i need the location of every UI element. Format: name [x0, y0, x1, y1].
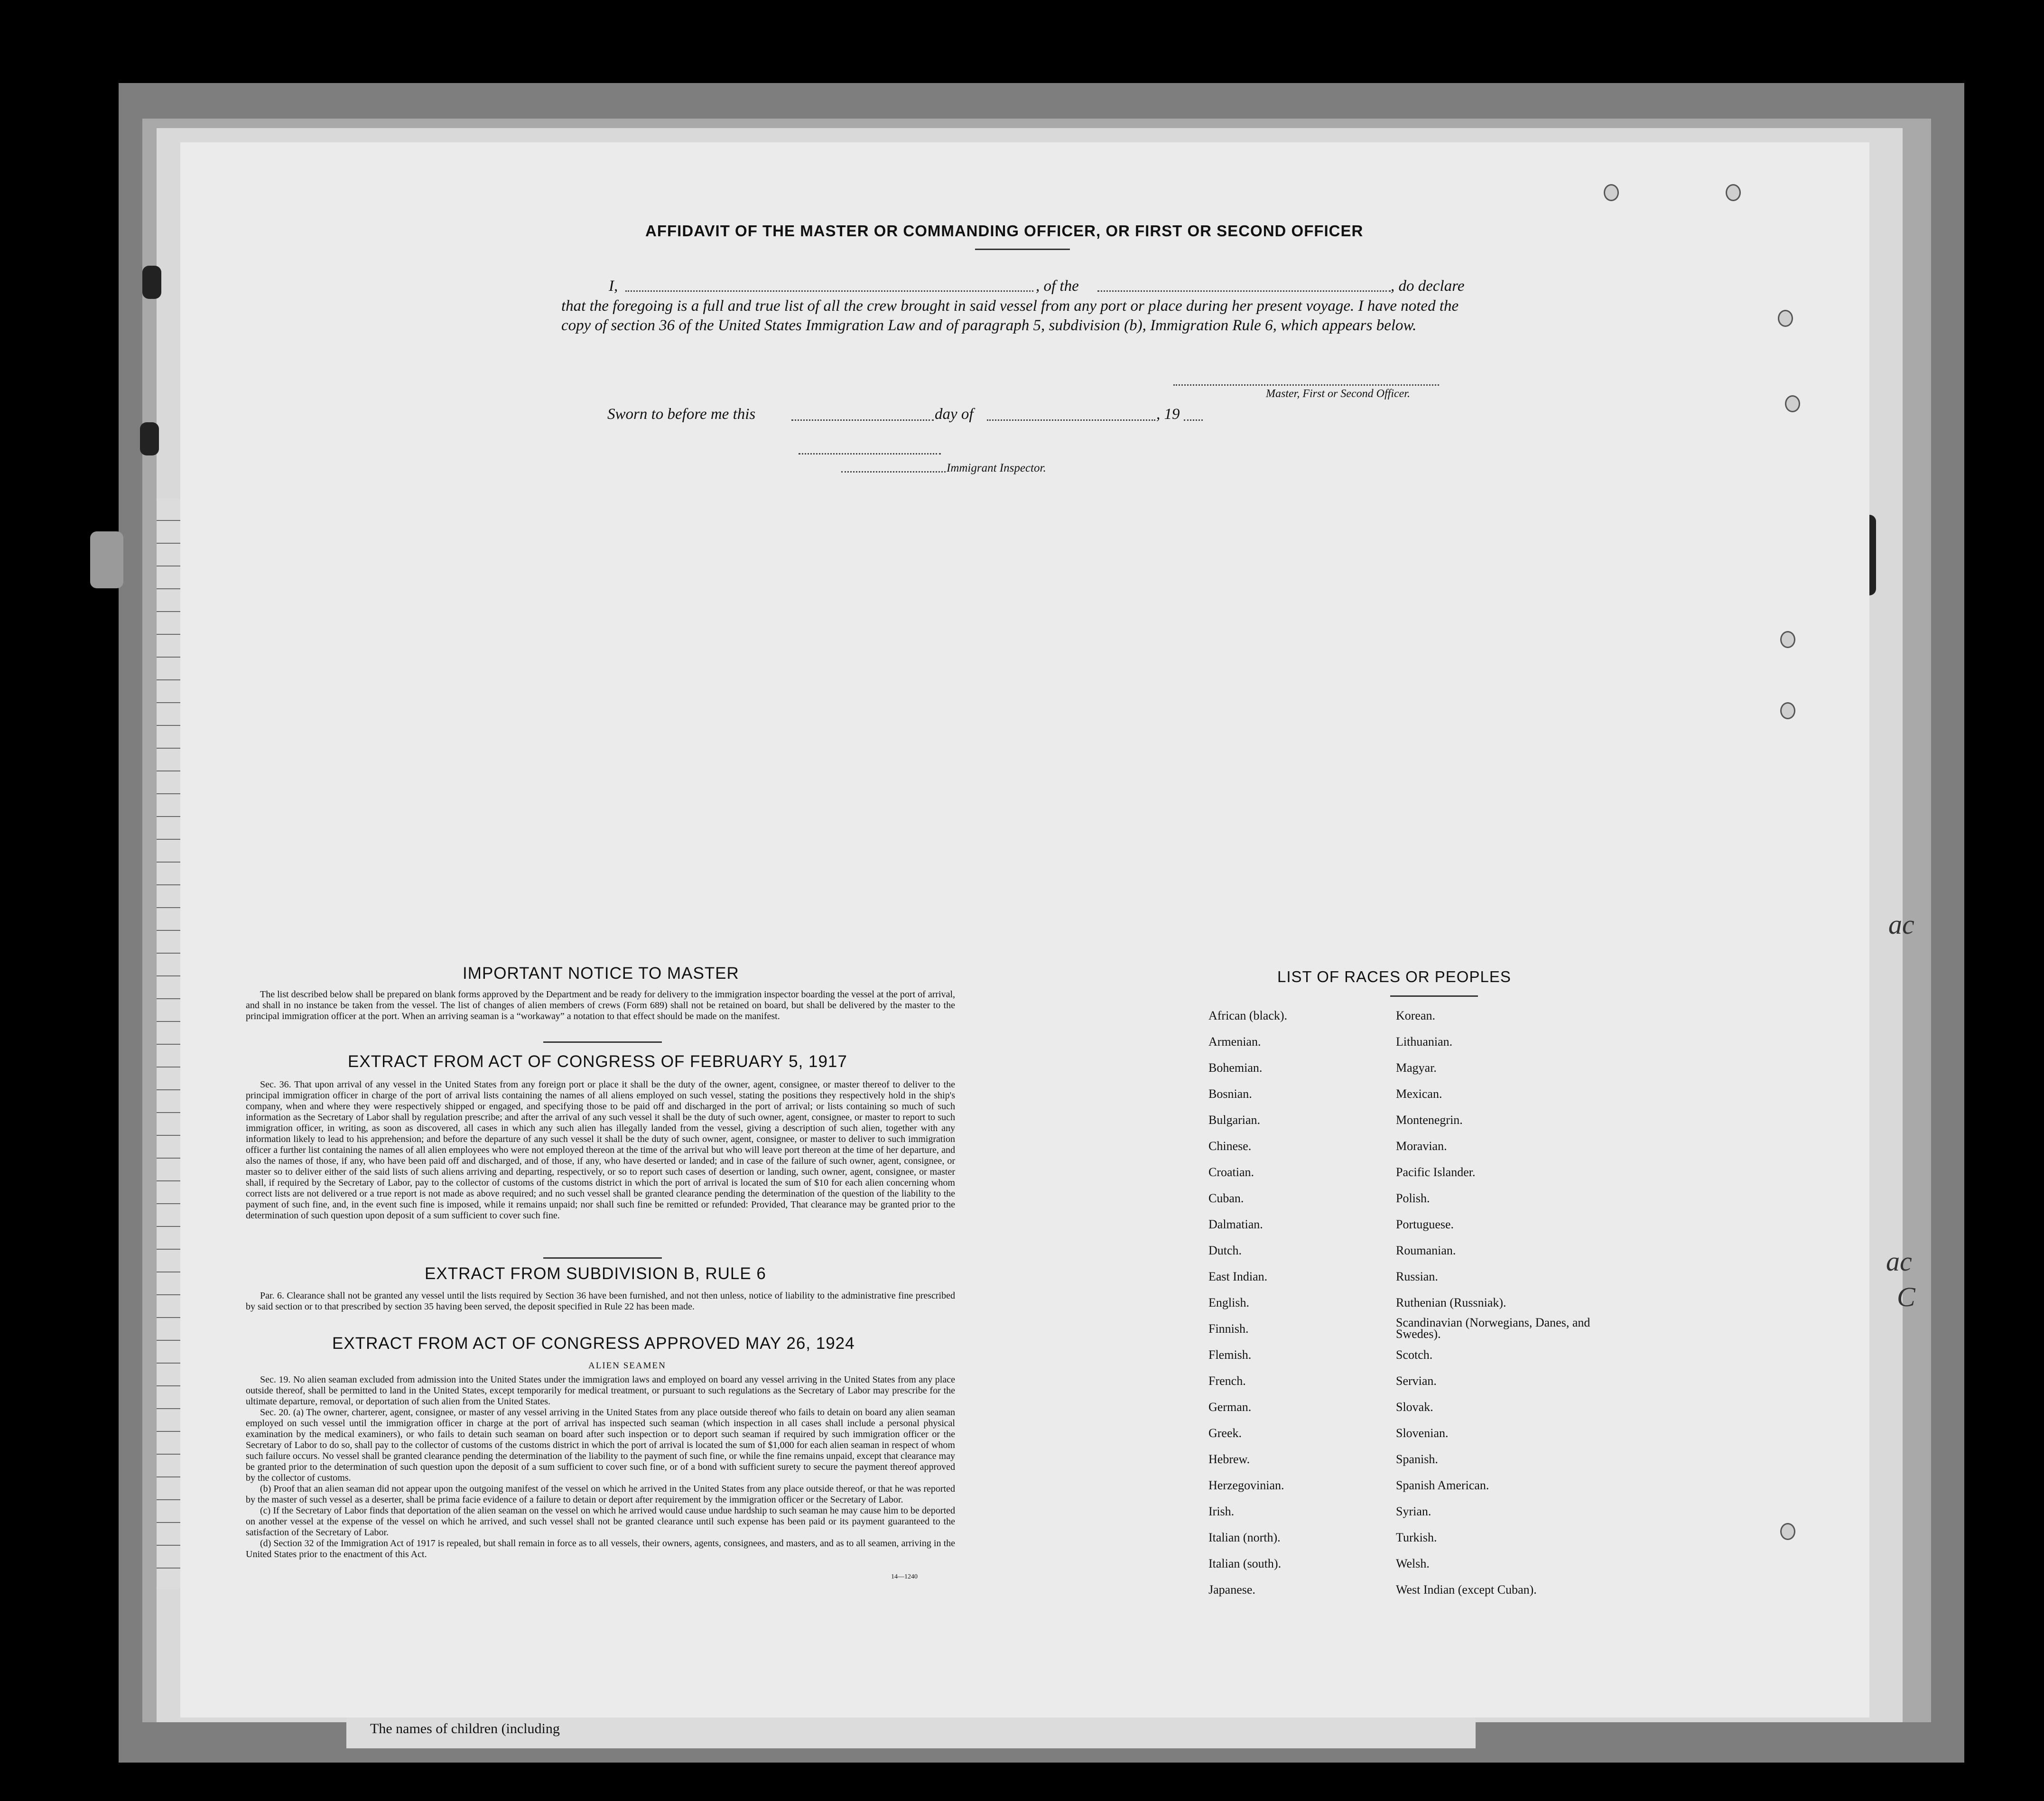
section-divider — [543, 1041, 662, 1043]
sec20a-text: Sec. 20. (a) The owner, charterer, agent, consignee, or master of any vessel arriving in the United States from any place outside thereof who fails to detain on board any alien seaman employed on such vessel until the immigration officer in charge at the port of arrival has inspected such seaman (which inspection in all cases shall include a personal physical examination by the medical examiners), or who fails to detain such seaman on board after such inspection or to deport such seaman if required by such immigration officer or the Secretary of Labor to do so, shall pay to the collector of customs of the customs district in which the port of arrival is located the sum of $1,000 for each alien seaman in respect of whom such failure occurs. No vessel shall be granted clearance pending the determination of the liability to the payment of such fine, or while the fine remains unpaid, except that clearance may be granted prior to the determination of such question upon the deposit of a sum sufficient to cover such fine, or of a bond with sufficient surety to secure the payment thereof approved by the collector of customs. — [246, 1407, 955, 1483]
race-right: Spanish American. — [1396, 1478, 1489, 1492]
extract-1924-title: EXTRACT FROM ACT OF CONGRESS APPROVED MAY 26, 1924 — [332, 1334, 855, 1353]
race-left: French. — [1208, 1374, 1246, 1388]
alien-seamen-subtitle: ALIEN SEAMEN — [588, 1361, 666, 1371]
notice-text: The list described below shall be prepared on blank forms approved by the Department and be ready for delivery to the immigration inspector boarding the vessel at the port of arrival, and shall in no instance be taken from the vessel. The list of changes of alien members of crews (Form 689) shall not be retained on board, but shall be delivered by the master to the principal immigration officer at the port. When an arriving seaman is a “workaway” a notation to that effect should be made on the manifest. — [246, 989, 955, 1021]
affidavit-title: AFFIDAVIT OF THE MASTER OR COMMANDING OFFICER, OR FIRST OR SECOND OFFICER — [645, 222, 1364, 240]
race-left: Herzegovinian. — [1208, 1478, 1284, 1492]
race-left: African (black). — [1208, 1009, 1288, 1022]
race-right: Ruthenian (Russniak). — [1396, 1296, 1506, 1309]
race-right: Magyar. — [1396, 1061, 1437, 1075]
race-left: Greek. — [1208, 1426, 1242, 1440]
race-right: Slovak. — [1396, 1400, 1433, 1414]
sworn-year-blank[interactable] — [1184, 419, 1203, 421]
sec20d-text: (d) Section 32 of the Immigration Act of 1917 is repealed, but shall remain in force as to all vessels, their owners, agents, consignees, and masters, and as to all seamen, arriving in the United States prior to the enactment of this Act. — [246, 1538, 955, 1560]
sworn-year: , 19 — [1156, 406, 1180, 423]
race-right: Roumanian. — [1396, 1244, 1456, 1257]
race-left: Croatian. — [1208, 1165, 1254, 1179]
race-right: Spanish. — [1396, 1452, 1438, 1466]
punch-hole-icon — [1778, 310, 1793, 327]
notice-title: IMPORTANT NOTICE TO MASTER — [463, 964, 739, 983]
sworn-day-blank[interactable] — [791, 419, 934, 421]
master-signature-label: Master, First or Second Officer. — [1266, 388, 1410, 400]
punch-hole-icon — [1604, 184, 1619, 201]
extract-rule6-text: Par. 6. Clearance shall not be granted any vessel until the lists required by Section 36 have been furnished, and not then unless, notice of liability to the administrative fine prescribed by said section or to that prescribed by section 35 having been served, the deposit specified in Rule 22 has been made. — [246, 1290, 955, 1312]
inspector-signature-blank[interactable] — [799, 453, 941, 455]
race-left: Finnish. — [1208, 1322, 1249, 1336]
extract-1924-body — [246, 1374, 955, 1560]
affidavit-declare-label: , do declare — [1391, 278, 1465, 295]
affidavit-vessel-blank[interactable] — [1097, 290, 1391, 292]
margin-note-ac: ac — [1888, 909, 1914, 940]
inspector-label: Immigrant Inspector. — [947, 462, 1046, 474]
extract-rule6-body — [246, 1290, 955, 1312]
race-right: Slovenian. — [1396, 1426, 1449, 1440]
margin-note-ac-2: ac — [1886, 1246, 1912, 1277]
race-right: West Indian (except Cuban). — [1396, 1583, 1537, 1597]
race-right: Pacific Islander. — [1396, 1165, 1476, 1179]
race-right: Mexican. — [1396, 1087, 1442, 1101]
race-right: Turkish. — [1396, 1531, 1437, 1544]
affidavit-name-blank[interactable] — [625, 290, 1033, 292]
race-left: Cuban. — [1208, 1191, 1244, 1205]
race-right: Korean. — [1396, 1009, 1436, 1022]
race-left: Bosnian. — [1208, 1087, 1252, 1101]
race-left: English. — [1208, 1296, 1249, 1309]
race-left: Flemish. — [1208, 1348, 1252, 1362]
affidavit-body: that the foregoing is a full and true list of all the crew brought in said vessel from any port or place during her present voyage. I have noted the copy of section 36 of the United States Immigration Law and of paragraph 5, subdivision (b), Immigration Rule 6, which appears below. — [561, 297, 1459, 334]
race-left: Irish. — [1208, 1504, 1235, 1518]
race-right: Scotch. — [1396, 1348, 1433, 1362]
sworn-day-of: day of — [935, 406, 974, 423]
race-right: Servian. — [1396, 1374, 1437, 1388]
race-left: Chinese. — [1208, 1139, 1252, 1153]
left-clip-mid-icon — [140, 422, 159, 455]
race-left: German. — [1208, 1400, 1252, 1414]
affidavit-i-label: I, — [609, 278, 618, 295]
master-signature-blank[interactable] — [1173, 384, 1439, 386]
race-right: Syrian. — [1396, 1504, 1431, 1518]
sworn-prefix: Sworn to before me this — [607, 406, 756, 423]
race-left: Dalmatian. — [1208, 1217, 1263, 1231]
punch-hole-icon — [1780, 1523, 1795, 1540]
sworn-month-blank[interactable] — [987, 419, 1155, 421]
affidavit-divider — [975, 249, 1070, 250]
race-left: Dutch. — [1208, 1244, 1242, 1257]
race-left: Armenian. — [1208, 1035, 1261, 1049]
extract-1917-title: EXTRACT FROM ACT OF CONGRESS OF FEBRUARY 5, 1917 — [348, 1052, 847, 1071]
sec19-text: Sec. 19. No alien seaman excluded from admission into the United States under the immigration laws and employed on board any vessel arriving in the United States from any place outside thereof, shall be permitted to land in the United States, except temporarily for medical treatment, or pursuant to such regulations as the Secretary of Labor may prescribe for the ultimate departure, removal, or deportation of such alien from the United States. — [246, 1374, 955, 1407]
races-divider — [1390, 995, 1478, 997]
section-divider — [543, 1257, 662, 1259]
left-clip-tab-icon — [90, 531, 123, 588]
race-right: Portuguese. — [1396, 1217, 1454, 1231]
race-left: Japanese. — [1208, 1583, 1255, 1597]
race-left: Hebrew. — [1208, 1452, 1250, 1466]
sec20b-text: (b) Proof that an alien seaman did not appear upon the outgoing manifest of the vessel on which he arrived in the United States from any place outside thereof, or that he was reported by the master of such vessel as a deserter, shall be prima facie evidence of a failure to detain or deport after requirement by the immigration officer or the Secretary of Labor. — [246, 1484, 955, 1505]
races-title: LIST OF RACES OR PEOPLES — [1277, 968, 1511, 985]
race-left: Italian (south). — [1208, 1557, 1282, 1570]
underlying-sheet-text: The names of children (including — [370, 1721, 560, 1736]
extract-rule6-title: EXTRACT FROM SUBDIVISION B, RULE 6 — [425, 1264, 766, 1283]
punch-hole-icon — [1780, 631, 1795, 648]
race-left: Italian (north). — [1208, 1531, 1281, 1544]
race-right: Russian. — [1396, 1270, 1438, 1283]
extract-1917-body — [246, 1079, 955, 1221]
underlying-sheet-strip — [346, 1715, 1476, 1748]
affidavit-of-the-label: , of the — [1036, 278, 1079, 295]
race-right: Polish. — [1396, 1191, 1430, 1205]
punch-hole-icon — [1780, 702, 1795, 719]
punch-hole-icon — [1726, 184, 1741, 201]
race-right: Montenegrin. — [1396, 1113, 1463, 1127]
race-left: Bohemian. — [1208, 1061, 1263, 1075]
extract-1917-text: Sec. 36. That upon arrival of any vessel in the United States from any foreign port or place it shall be the duty of the owner, agent, consignee, or master thereof to deliver to the principal immigration officer in charge of the port of arrival lists containing the names of all aliens employed on such vessel, stating the positions they respectively hold in the ship's company, when and where they were respectively shipped or engaged, and specifying those to be paid off and discharged in the port of arrival; or lists containing so much of such information as the Secretary of Labor shall by regulation prescribe; and after the arrival of any such vessel it shall be the duty of such owner, agent, consignee, or master to report to such immigration officer, in writing, as soon as discovered, all cases in which any such alien has illegally landed from the vessel, giving a description of such alien, together with any information likely to lead to his apprehension; and before the departure of any such vessel it shall be the duty of such owner, agent, consignee, or master to deliver to such immigration officer a further list containing the names of all alien employees who were not employed thereon at the time of the arrival but who will leave port thereon at the time of her departure, and also the names of those, if any, who have been paid off and discharged, and of those, if any, who have deserted or landed; and in case of the failure of such owner, agent, consignee, or master so to deliver either of the said lists of such aliens arriving and departing, respectively, or so to report such cases of desertion or landing, such owner, agent, consignee, or master shall, if required by the Secretary of Labor, pay to the collector of customs of the customs district in which the port of arrival is located the sum of $10 for each alien concerning whom correct lists are not delivered or a true report is not made as above required; and no such vessel shall be granted clearance pending the determination of the question of the liability to the payment of such fine, and, in the event such fine is imposed, while it remains unpaid; nor shall such fine be remitted or refunded: Provided, That clearance may be granted prior to the determination of such question upon deposit of a sum sufficient to cover such fine. — [246, 1079, 955, 1221]
race-right: Scandinavian (Norwegians, Danes, and Swedes). — [1396, 1316, 1590, 1341]
left-clip-top-icon — [142, 266, 161, 299]
race-right: Lithuanian. — [1396, 1035, 1453, 1049]
form-number: 14—1240 — [891, 1573, 918, 1580]
race-left: Bulgarian. — [1208, 1113, 1261, 1127]
race-left: East Indian. — [1208, 1270, 1268, 1283]
punch-hole-icon — [1785, 395, 1800, 412]
notice-body — [246, 989, 955, 1022]
sec20c-text: (c) If the Secretary of Labor finds that deportation of the alien seaman on the vessel on which he arrived would cause undue hardship to such seaman he may cause him to be deported on another vessel at the expense of the vessel on which he arrived, and such vessel shall not be granted clearance until such expense has been paid or its payment guaranteed to the satisfaction of the Secretary of Labor. — [246, 1505, 955, 1538]
inspector-signature-blank-2[interactable] — [841, 471, 946, 473]
race-right: Welsh. — [1396, 1557, 1430, 1570]
margin-note-c: C — [1897, 1281, 1915, 1312]
race-right: Moravian. — [1396, 1139, 1447, 1153]
